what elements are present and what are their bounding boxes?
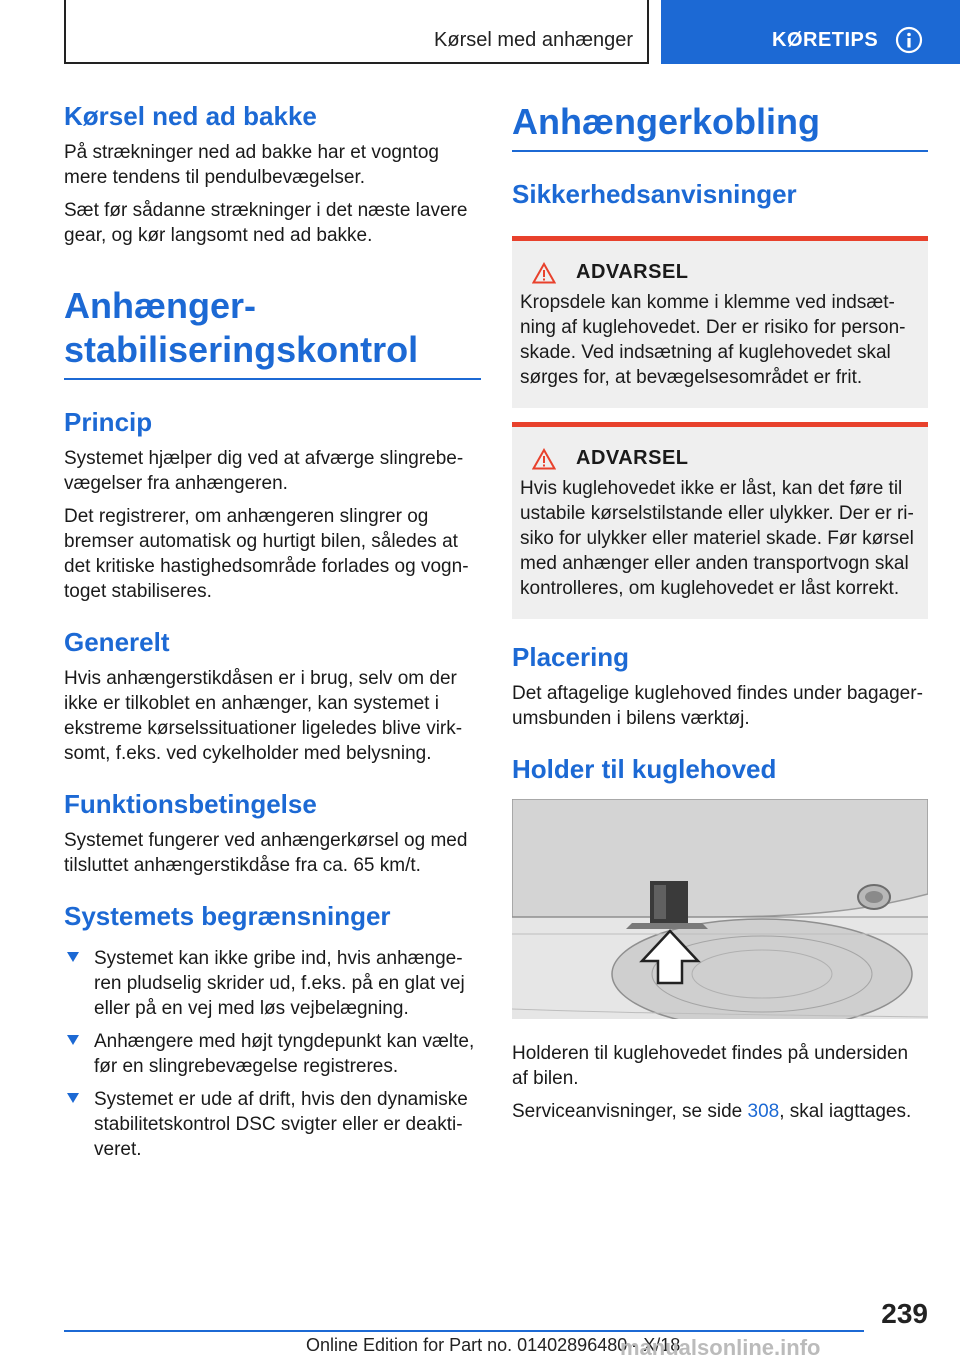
footer-rule xyxy=(64,1330,864,1332)
paragraph: Holderen til kuglehovedet findes på undersiden af bilen. xyxy=(512,1043,909,1089)
main-title-stabilization xyxy=(64,284,481,372)
warning-triangle-icon xyxy=(532,262,556,284)
warning-triangle-icon xyxy=(532,448,556,470)
page-reference-link[interactable]: 308 xyxy=(747,1101,780,1122)
list-item: Systemet er ude af drift, hvis den dynamiske stabilitetskontrol DSC svigter eller er deaktiveret. xyxy=(64,1087,481,1162)
service-paragraph: Serviceanvisninger, se side 308, skal iagttages. xyxy=(512,1101,912,1122)
paragraph: Systemet hjælper dig ved at afværge slingrebevægelser fra anhængeren. xyxy=(64,448,464,494)
page-number: 239 xyxy=(881,1298,928,1329)
main-title-line1: Anhænger- xyxy=(64,285,256,326)
chapter-title: Kørsel med anhænger xyxy=(434,29,633,51)
edition-text: Online Edition for Part no. 01402896480 - X/18 xyxy=(306,1335,681,1355)
info-icon xyxy=(895,26,923,54)
section-title-limitations: Systemets begrænsninger xyxy=(64,901,391,931)
paragraph: Sæt før sådanne strækninger i det næste lavere gear, og kør langsomt ned ad bakke. xyxy=(64,200,468,246)
section-title-location: Placering xyxy=(512,642,630,672)
section-tab-label: KØRETIPS xyxy=(772,29,879,51)
hitch-holder-illustration xyxy=(512,799,928,1019)
bullet-triangle-icon xyxy=(67,952,79,962)
paragraph: På strækninger ned ad bakke har et vogntog mere tendens til pendulbevægelser. xyxy=(64,142,439,188)
bullet-triangle-icon xyxy=(67,1035,79,1045)
section-tab[interactable] xyxy=(661,0,960,64)
section-title-principle: Princip xyxy=(64,407,153,437)
warning-label: ADVARSEL xyxy=(576,447,689,469)
warning-box xyxy=(512,422,928,619)
left-column xyxy=(64,100,481,1170)
list-item: Systemet kan ikke gribe ind, hvis anhængeren pludselig skrider ud, f.eks. på en glat vej eller på en vej med løs vejbelægning. xyxy=(64,946,481,1021)
paragraph: Det aftagelige kuglehoved findes under bagagerumsbunden i bilens værktøj. xyxy=(512,683,923,729)
paragraph: Det registrerer, om anhængeren slingrer og bremser automatisk og hurtigt bilen, således at det kritiske hastighedsområde forlades og vogntoget stabiliseres. xyxy=(64,506,469,602)
section-title-safety: Sikkerhedsanvisninger xyxy=(512,179,797,209)
main-title-hitch: Anhængerkobling xyxy=(512,101,820,142)
warning-label: ADVARSEL xyxy=(576,261,689,283)
section-title-downhill: Kørsel ned ad bakke xyxy=(64,101,317,131)
limitations-list xyxy=(64,946,481,1162)
watermark: manualsonline.info xyxy=(620,1335,821,1360)
paragraph: Systemet fungerer ved anhængerkørsel og med tilsluttet anhængerstikdåse fra ca. 65 km/t. xyxy=(64,830,468,876)
header-chapter-box xyxy=(64,0,649,64)
bullet-triangle-icon xyxy=(67,1093,79,1103)
car-underside-drawing xyxy=(512,799,928,1019)
warning-box xyxy=(512,236,928,408)
section-title-holder: Holder til kuglehoved xyxy=(512,754,777,784)
paragraph: Hvis anhængerstikdåsen er i brug, selv om der ikke er tilkoblet en anhænger, kan systemet i ekstreme kørselssituationer ligeledes blive virksomt, f.eks. ved cykelholder med belysning. xyxy=(64,668,463,764)
warning-text: Kropsdele kan komme i klemme ved indsætning af kuglehovedet. Der er risiko for personskade. Ved indsætning af kuglehovedet skal sørges for, at bevægelsesområdet er frit. xyxy=(520,292,906,388)
list-item: Anhængere med højt tyngdepunkt kan vælte, før en slingrebevægelse registreres. xyxy=(64,1029,481,1079)
section-title-general: Generelt xyxy=(64,627,170,657)
section-title-function-condition: Funktionsbetingelse xyxy=(64,789,317,819)
right-column xyxy=(512,100,928,1124)
warning-text: Hvis kuglehovedet ikke er låst, kan det føre til ustabile kørselstilstande eller ulykker. Der er risiko for ulykker eller materiel skade. Før kørsel med anhænger eller anden transportvogn skal kontrolleres, om kuglehovedet er låst korrekt. xyxy=(520,478,914,599)
main-title-line2: stabiliseringskontrol xyxy=(64,329,419,370)
